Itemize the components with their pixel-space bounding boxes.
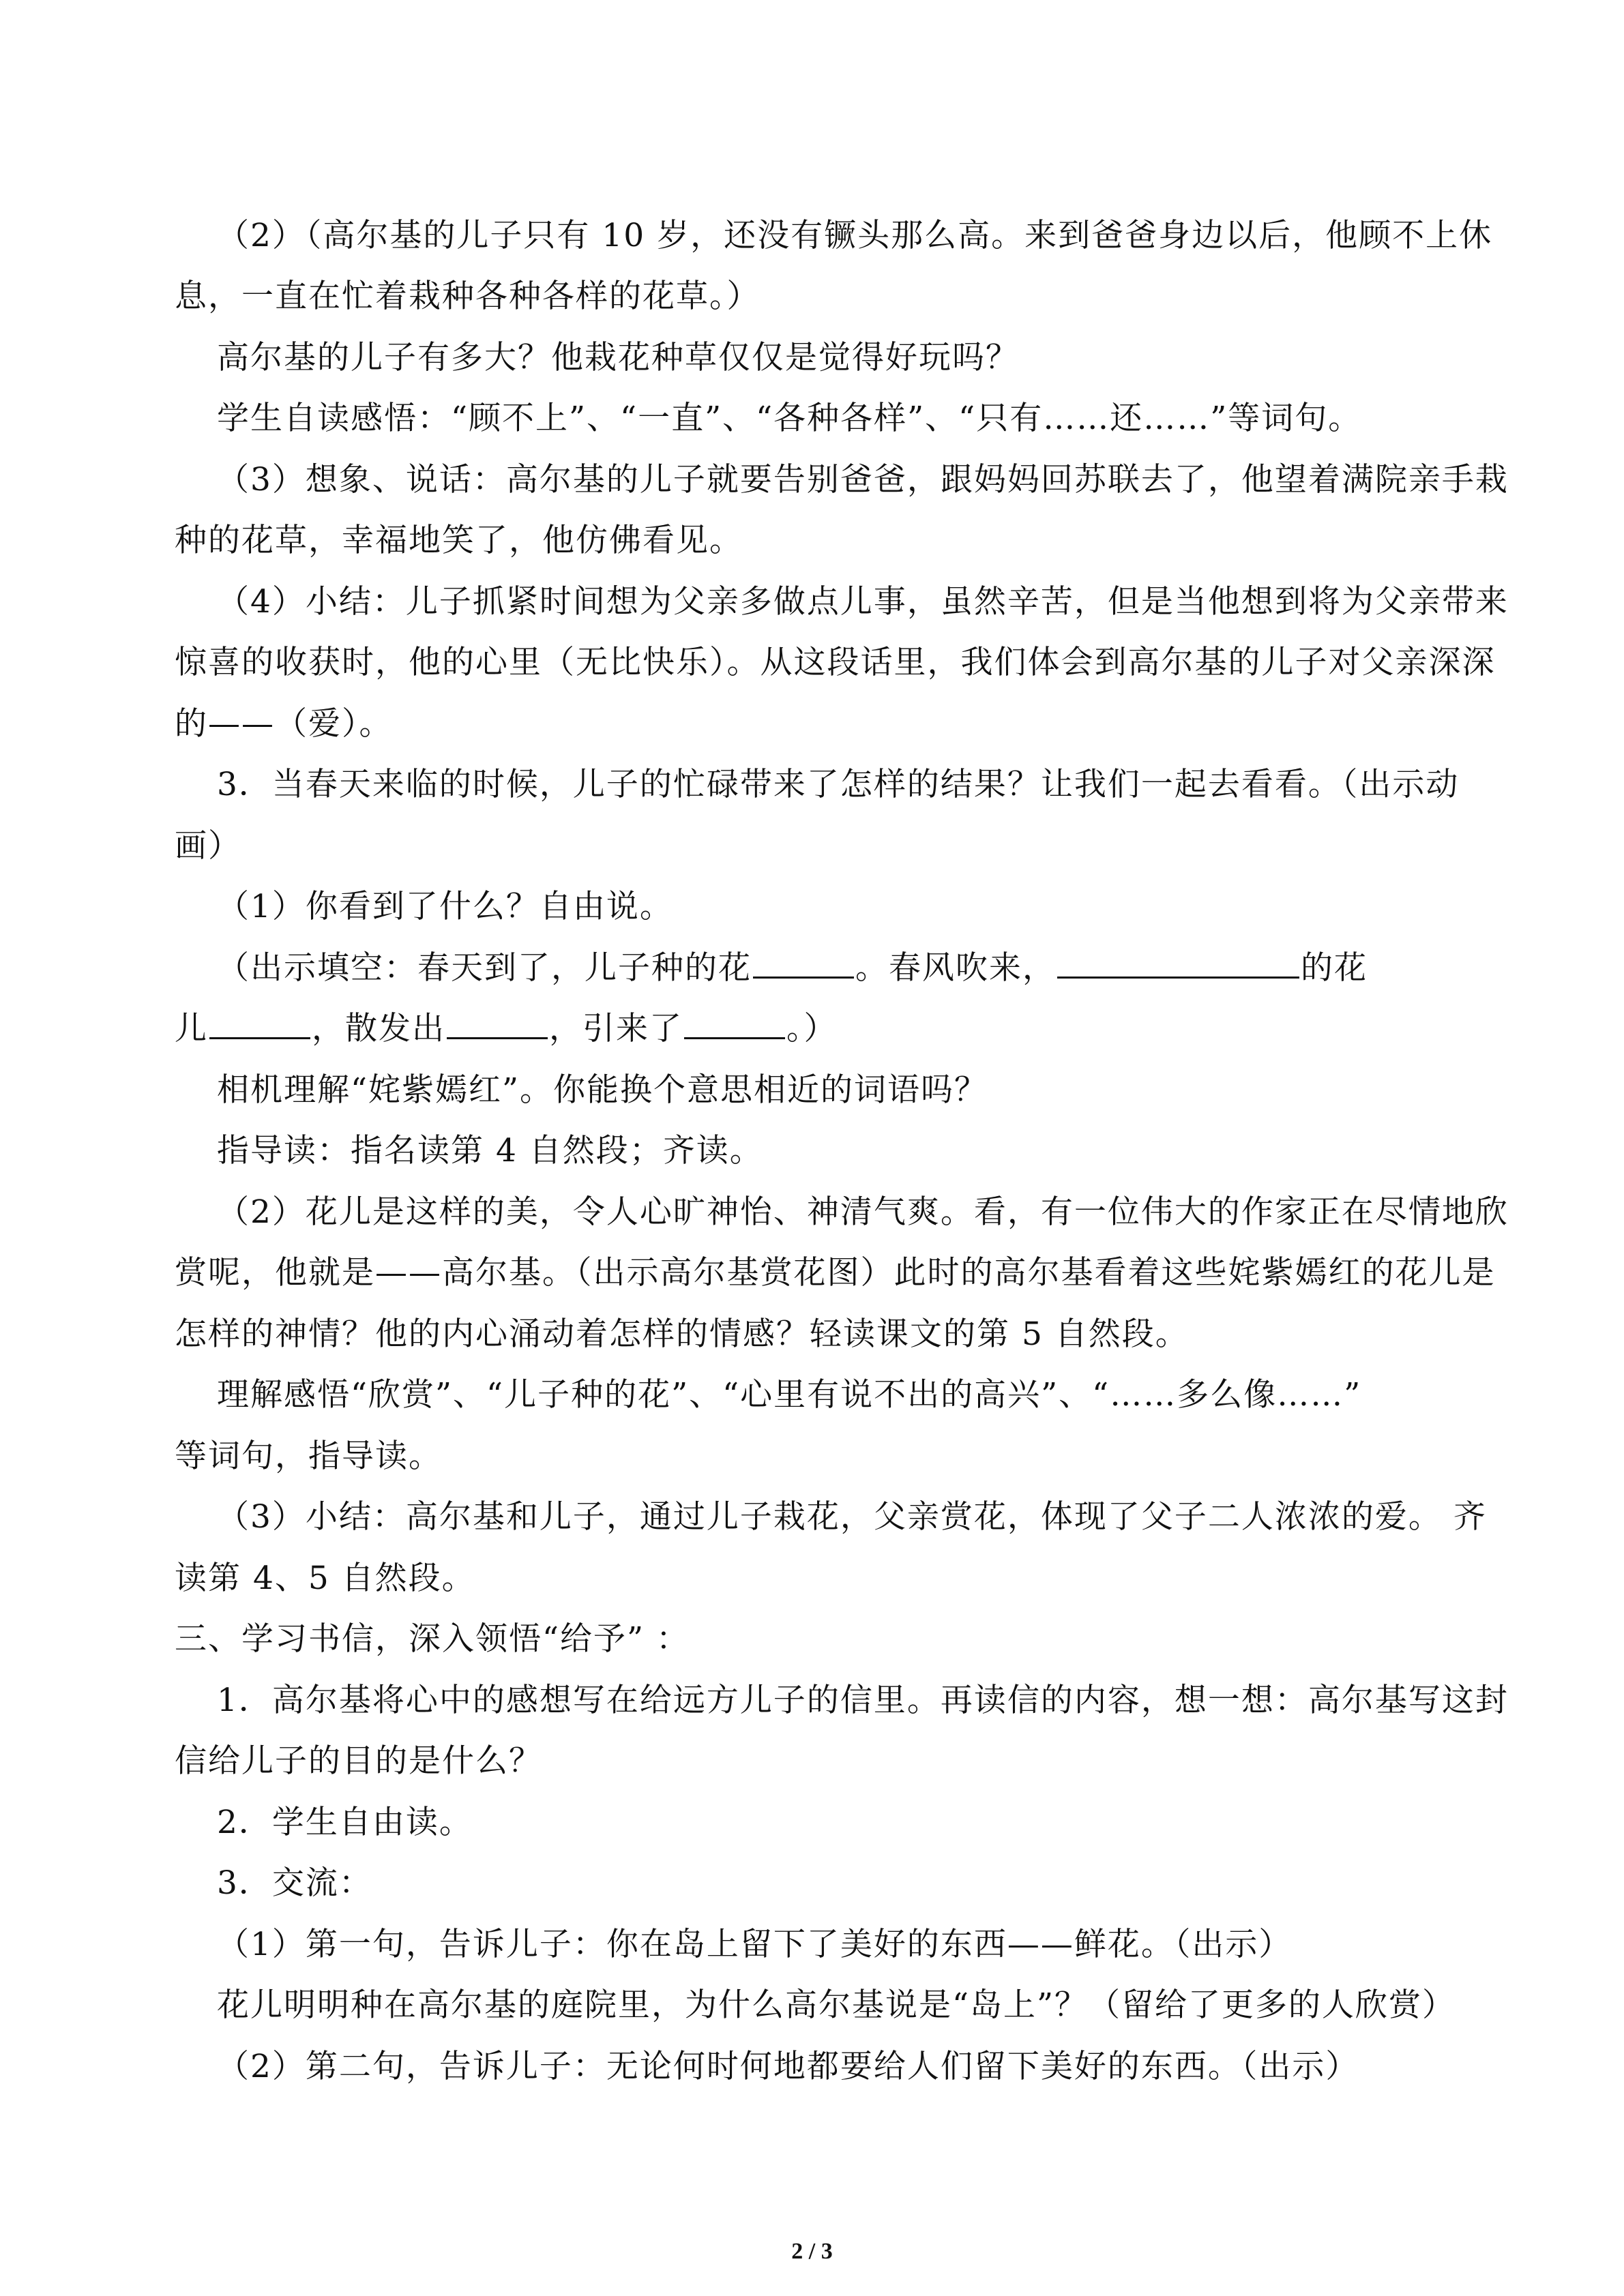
fill-in-line <box>217 949 1368 987</box>
fill-in-text: 的花 <box>1301 949 1368 987</box>
fill-in-blank <box>684 1010 785 1039</box>
text-line: （2）花儿是这样的美，令人心旷神怡、神清气爽。看，有一位伟大的作家正在尽情地欣 <box>217 1193 1509 1231</box>
fill-in-blank <box>209 1010 310 1039</box>
text-line: 的——（爱）。 <box>175 705 393 743</box>
text-line: 信给儿子的目的是什么？ <box>175 1742 542 1780</box>
fill-in-text: 儿 <box>175 1010 208 1047</box>
page-number: 2 / 3 <box>791 2239 833 2264</box>
text-line: 画） <box>175 827 241 865</box>
fill-in-text: ，引来了 <box>549 1010 683 1047</box>
text-line: 怎样的神情？他的内心涌动着怎样的情感？轻读课文的第 5 自然段。 <box>175 1315 1189 1353</box>
section-heading: 三、学习书信，深入领悟“给予” ： <box>175 1620 690 1658</box>
text-line: （2）（高尔基的儿子只有 10 岁，还没有镢头那么高。来到爸爸身边以后，他顾不上休 <box>217 217 1493 254</box>
text-line: 2．学生自由读。 <box>217 1804 473 1841</box>
fill-in-text: ，散发出 <box>312 1010 445 1047</box>
text-line: （3）想象、说话：高尔基的儿子就要告别爸爸，跟妈妈回苏联去了，他望着满院亲手栽 <box>217 461 1509 498</box>
text-line: 高尔基的儿子有多大？他栽花种草仅仅是觉得好玩吗？ <box>217 339 1019 376</box>
text-line: （1）第一句，告诉儿子：你在岛上留下了美好的东西——鲜花。（出示） <box>217 1926 1293 1963</box>
text-line: （3）小结：高尔基和儿子，通过儿子栽花，父亲赏花，体现了父子二人浓浓的爱。 齐 <box>217 1498 1487 1536</box>
text-line: 指导读：指名读第 4 自然段；齐读。 <box>217 1132 763 1169</box>
fill-in-text: 。春风吹来， <box>855 949 1056 987</box>
text-line: 相机理解“姹紫嫣红”。你能换个意思相近的词语吗？ <box>217 1071 988 1109</box>
text-line: 理解感悟“欣赏”、“儿子种的花”、“心里有说不出的高兴”、“……多么像……” <box>217 1376 1362 1414</box>
text-line: 惊喜的收获时，他的心里（无比快乐）。从这段话里，我们体会到高尔基的儿子对父亲深深 <box>175 644 1496 681</box>
text-line: 赏呢，他就是——高尔基。（出示高尔基赏花图）此时的高尔基看着这些姹紫嫣红的花儿是 <box>175 1254 1496 1292</box>
fill-in-text: 。） <box>786 1010 838 1047</box>
text-line: （4）小结：儿子抓紧时间想为父亲多做点儿事，虽然辛苦，但是当他想到将为父亲带来 <box>217 583 1509 621</box>
text-line: 3．当春天来临的时候，儿子的忙碌带来了怎样的结果？让我们一起去看看。（出示动 <box>217 766 1460 803</box>
text-line: 3．交流： <box>217 1864 372 1902</box>
fill-in-blank <box>447 1010 548 1039</box>
text-line: 读第 4、5 自然段。 <box>175 1560 475 1597</box>
text-line: 学生自读感悟：“顾不上”、“一直”、“各种各样”、“只有……还……”等词句。 <box>217 400 1362 437</box>
fill-in-line <box>175 1010 838 1048</box>
fill-in-blank <box>1057 949 1299 979</box>
text-line: （2）第二句，告诉儿子：无论何时何地都要给人们留下美好的东西。（出示） <box>217 2048 1359 2085</box>
text-line: 息，一直在忙着栽种各种各样的花草。） <box>175 278 761 315</box>
text-line: （1）你看到了什么？自由说。 <box>217 888 673 925</box>
text-line: 花儿明明种在高尔基的庭院里，为什么高尔基说是“岛上”？（留给了更多的人欣赏） <box>217 1986 1456 2024</box>
fill-in-text: （出示填空：春天到了，儿子种的花 <box>217 949 752 987</box>
text-line: 1．高尔基将心中的感想写在给远方儿子的信里。再读信的内容，想一想：高尔基写这封 <box>217 1682 1509 1719</box>
text-line: 等词句，指导读。 <box>175 1437 442 1475</box>
fill-in-blank <box>753 949 854 979</box>
text-line: 种的花草，幸福地笑了，他仿佛看见。 <box>175 522 743 559</box>
